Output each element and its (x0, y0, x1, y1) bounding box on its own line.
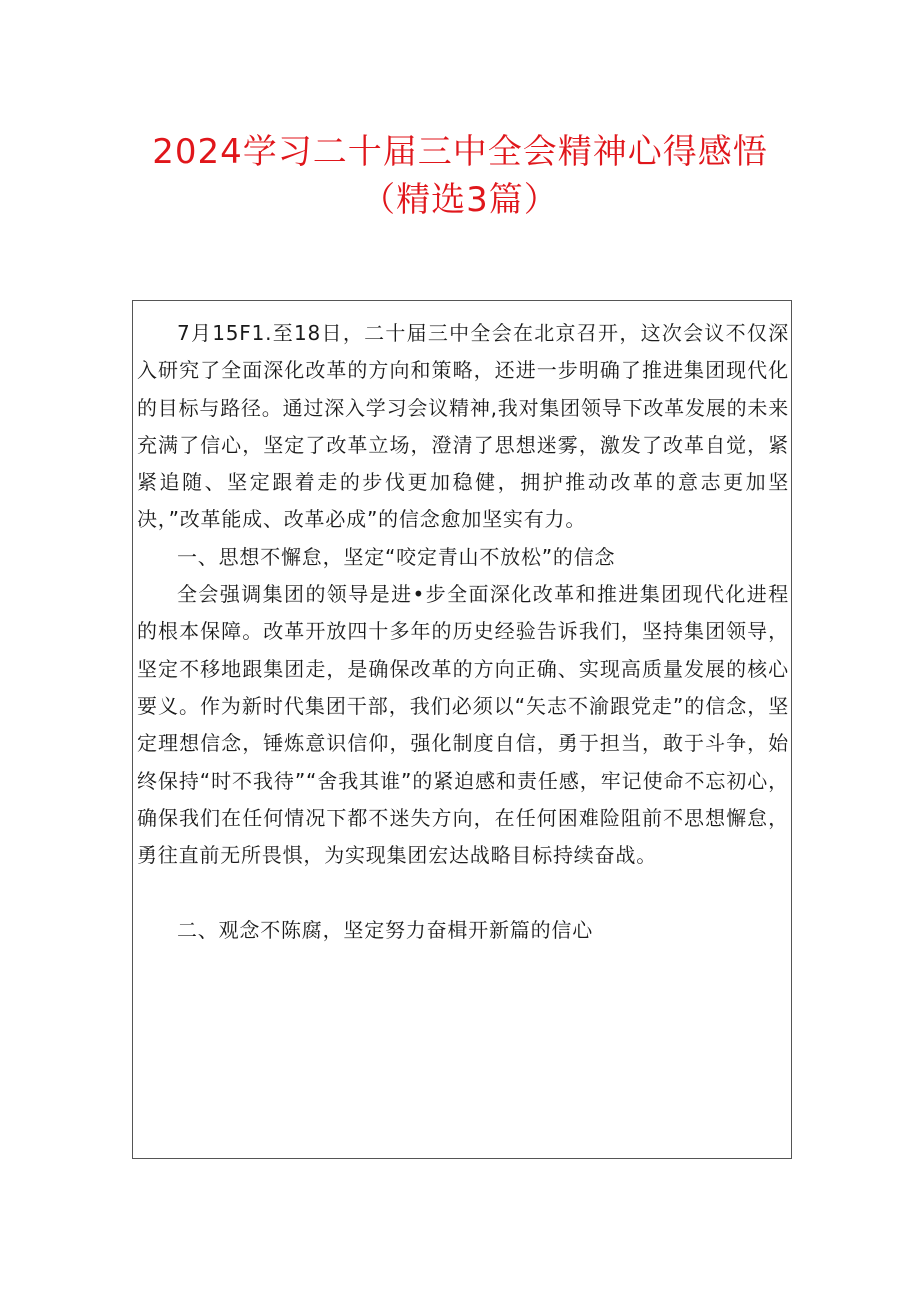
title-line-2: （精选3篇） (361, 180, 559, 220)
section-1-paragraph: 全会强调集团的领导是进•步全面深化改革和推进集团现代化进程的根本保障。改革开放四十多年的历史经验告诉我们，坚持集团领导，坚定不移地跟集团走，是确保改革的方向正确、实现高质量发展的核心要义。作为新时代集团干部，我们必须以“矢志不渝跟党走”的信念，坚定理想信念，锤炼意识信仰，强化制度自信，勇于担当，敢于斗争，始终保持“时不我待”“舍我其谁”的紧迫感和责任感，牢记使命不忘初心，确保我们在任何情况下都不迷失方向，在任何困难险阻前不思想懈怠，勇往直前无所畏惧，为实现集团宏达战略目标持续奋战。 (137, 582, 789, 868)
content-frame (132, 300, 792, 1159)
intro-paragraph: 7月15F1.至18日，二十届三中全会在北京召开，这次会议不仅深入研究了全面深化改革的方向和策略，还进一步明确了推进集团现代化的目标与路径。通过深入学习会议精神,我对集团领导下改革发展的未来充满了信心，坚定了改革立场，澄清了思想迷雾，激发了改革自觉，紧紧追随、坚定跟着走的步伐更加稳健，拥护推动改革的意志更加坚决，”改革能成、改革必成”的信念愈加坚实有力。 (137, 321, 789, 532)
section-heading-1: 一、思想不懈怠，坚定“咬定青山不放松”的信念 (177, 544, 616, 569)
document-title (0, 128, 920, 224)
section-heading-2: 二、观念不陈腐，坚定努力奋楫开新篇的信心 (177, 917, 593, 942)
body-text (137, 315, 789, 949)
title-line-1: 2024学习二十届三中全会精神心得感悟 (152, 132, 768, 172)
